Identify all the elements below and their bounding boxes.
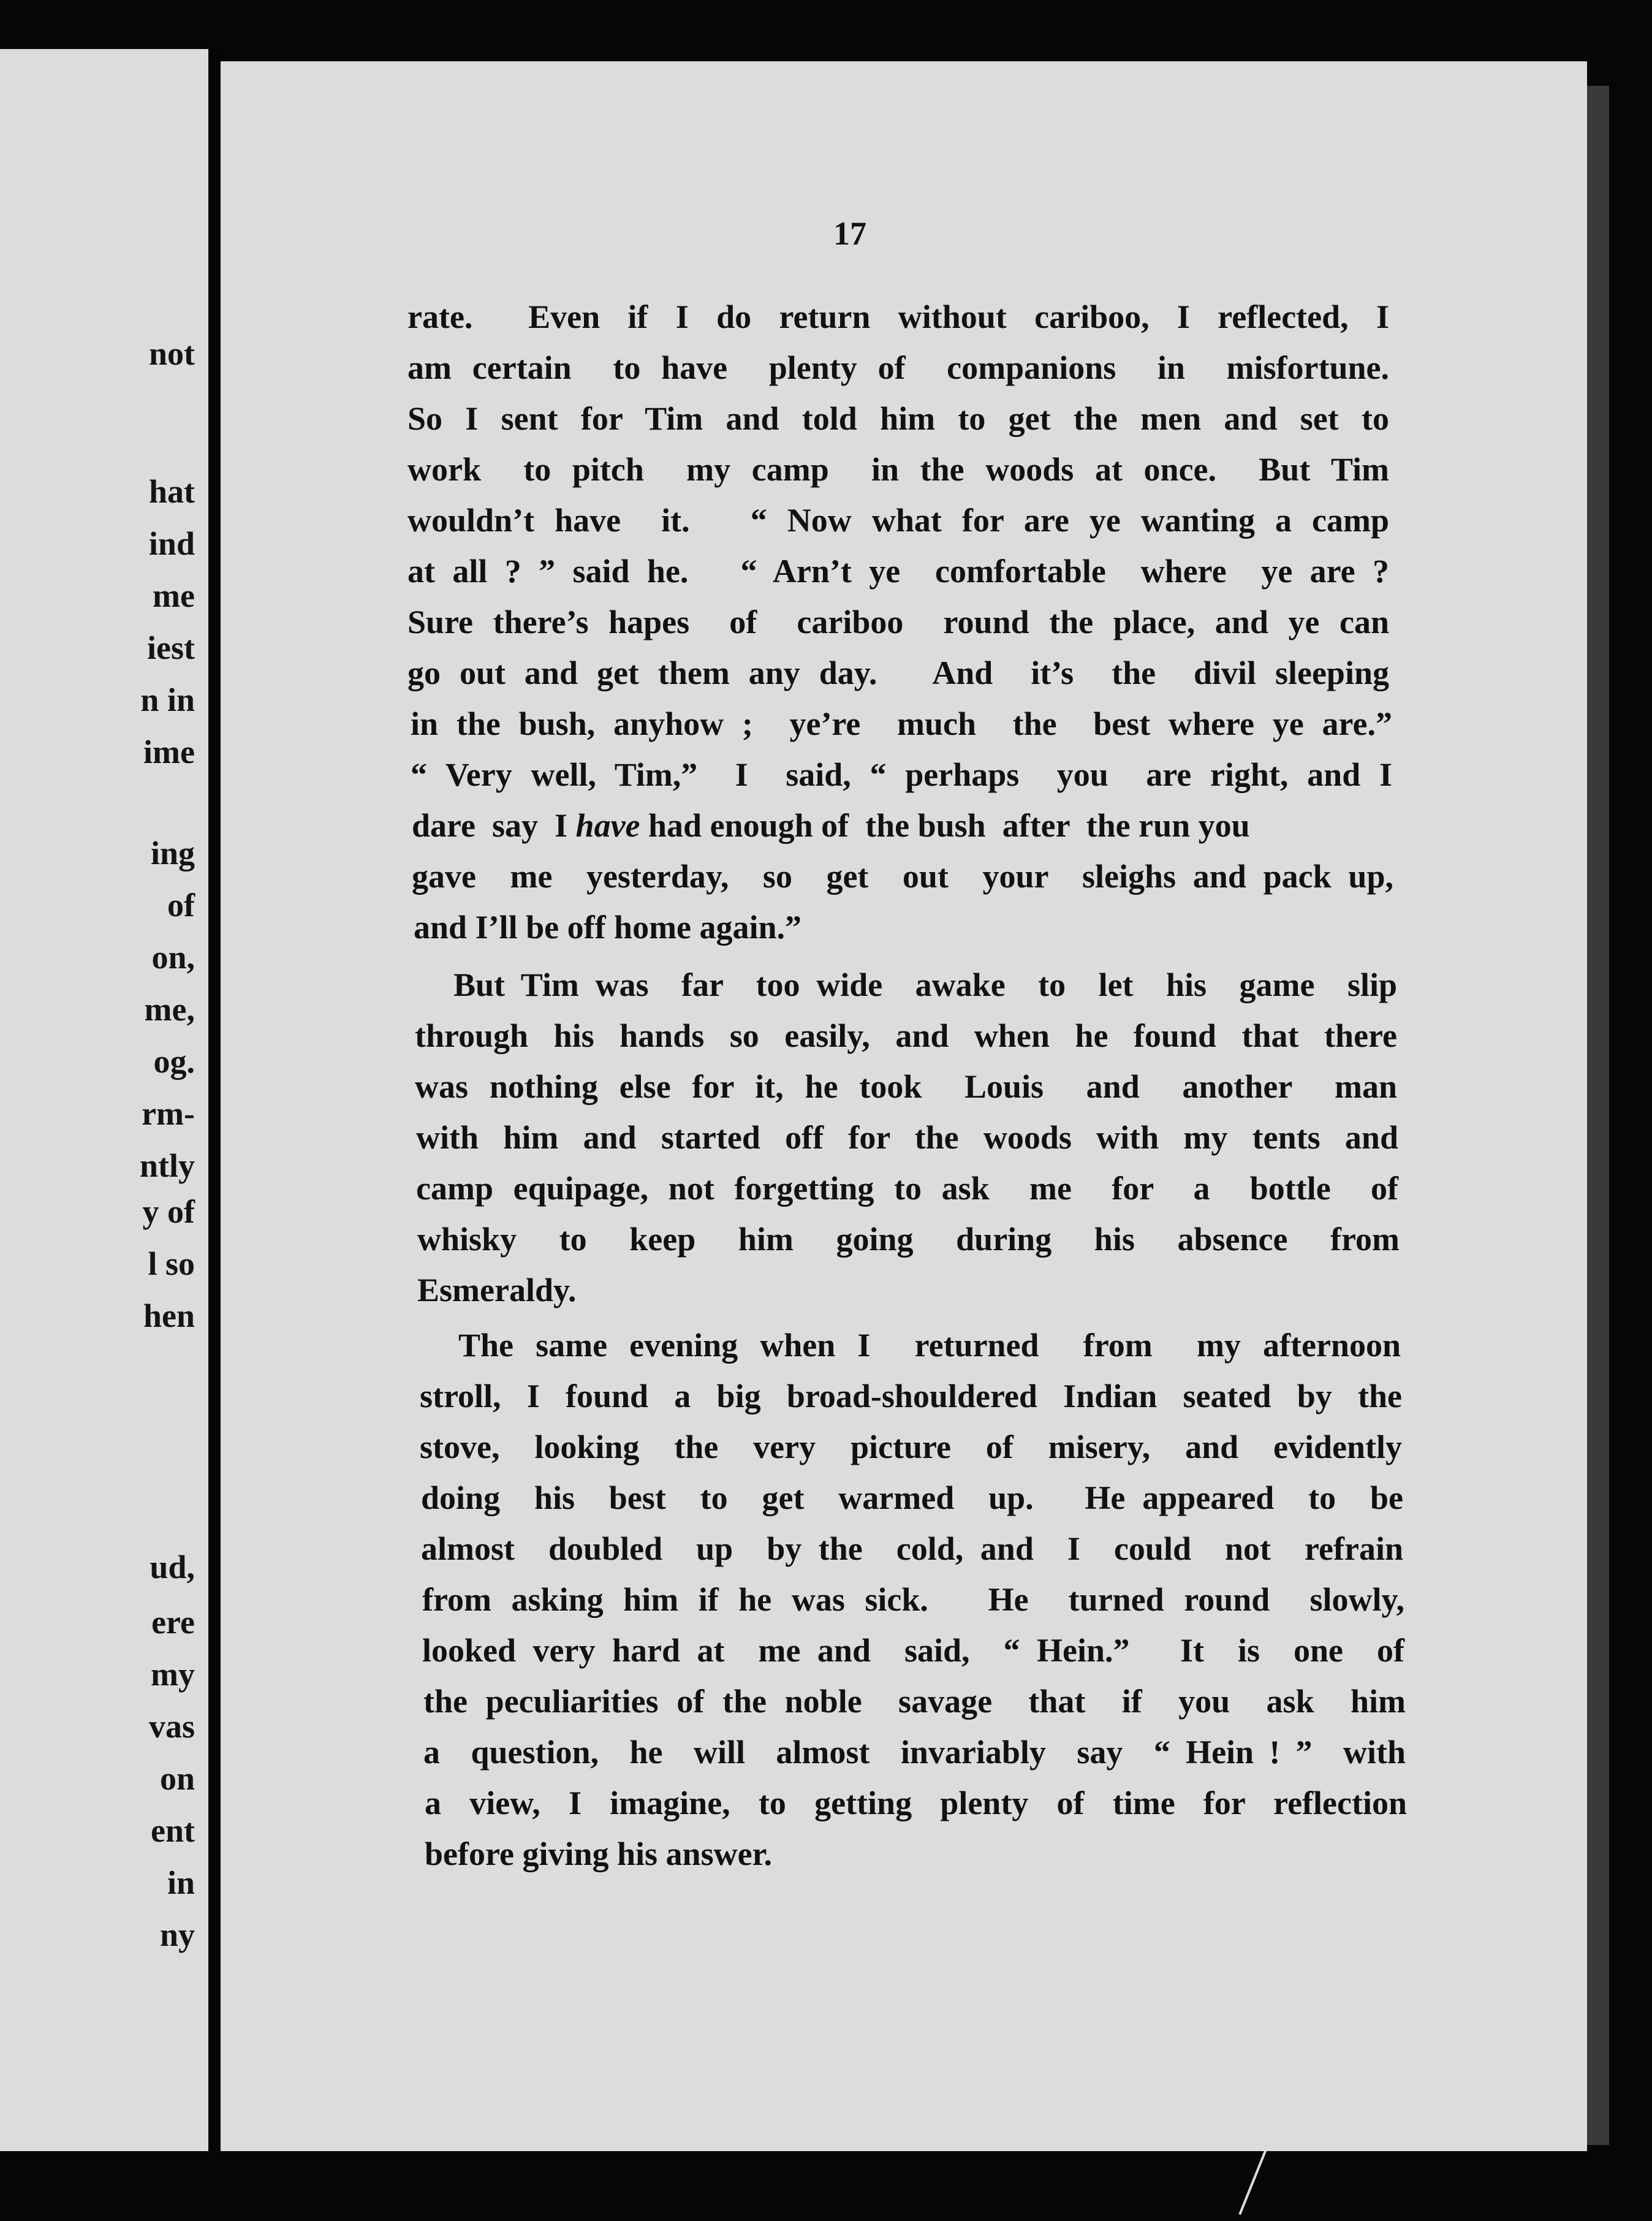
text-line: and I’ll be off home again.” [414, 909, 802, 946]
text-line: the peculiarities of the noble savage that if you ask him [423, 1683, 1406, 1720]
text-line: But Tim was far too wide awake to let his game slip [453, 966, 1397, 1003]
text-line: camp equipage, not forgetting to ask me for a bottle of [416, 1170, 1398, 1207]
text-line: stove, looking the very picture of misery, and evidently [420, 1429, 1402, 1465]
left-fragment: ind [148, 525, 195, 562]
left-fragment: on, [151, 939, 195, 976]
left-fragment: of [167, 887, 195, 924]
text-line [412, 809, 1393, 847]
text-line: almost doubled up by the cold, and I could not refrain [421, 1530, 1403, 1567]
text-line: with him and started off for the woods with my tents and [416, 1119, 1398, 1156]
text-line: stroll, I found a big broad-shouldered Indian seated by the [420, 1378, 1402, 1414]
left-fragment: my [151, 1656, 195, 1693]
text-line: in the bush, anyhow ; ye’re much the best where ye are.” [411, 705, 1392, 742]
left-fragment: me, [144, 991, 195, 1028]
text-line: am certain to have plenty of companions in misfortune. [407, 349, 1389, 386]
text-line: wouldn’t have it. “ Now what for are ye wanting a camp [407, 502, 1389, 539]
left-fragment: hen [143, 1297, 195, 1334]
text-line: was nothing else for it, he took Louis and another man [415, 1068, 1397, 1105]
left-fragment: in [167, 1864, 195, 1901]
text-line: go out and get them any day. And it’s the divil sleeping [407, 655, 1389, 691]
left-fragment: me [153, 577, 195, 614]
book-gutter [208, 49, 221, 2151]
left-fragment: n in [140, 681, 195, 718]
text-line: doing his best to get warmed up. He appeared to be [421, 1479, 1403, 1516]
left-fragment: iest [147, 629, 195, 666]
left-fragment: ud, [150, 1549, 195, 1585]
facing-page-fragment [0, 49, 208, 2151]
text-line: rate. Even if I do return without cariboo, I reflected, I [407, 298, 1389, 335]
left-fragment: y of [142, 1193, 195, 1230]
text-line: whisky to keep him going during his absence from [417, 1221, 1400, 1258]
left-fragment: not [148, 335, 195, 372]
text-line: work to pitch my camp in the woods at once. But Tim [407, 451, 1389, 488]
text-run: dare say I [412, 807, 568, 844]
left-fragment: ent [151, 1812, 195, 1849]
left-fragment: ntly [139, 1147, 195, 1184]
left-fragment: l so [148, 1245, 195, 1282]
left-fragment: og. [153, 1043, 195, 1080]
left-fragment: ere [151, 1604, 195, 1641]
text-line: a question, he will almost invariably say “ Hein ! ” with [423, 1734, 1406, 1771]
text-line: “ Very well, Tim,” I said, “ perhaps you are right, and I [411, 756, 1392, 793]
text-line: through his hands so easily, and when he found that there [415, 1017, 1397, 1054]
text-line: Sure there’s hapes of cariboo round the place, and ye can [407, 604, 1389, 640]
left-fragment: ny [159, 1916, 195, 1953]
text-line: Esmeraldy. [417, 1272, 577, 1308]
left-fragment: vas [148, 1708, 195, 1745]
italic-word: have [575, 807, 640, 844]
text-run: had enough of the bush after the run you [648, 807, 1250, 844]
text-line: at all ? ” said he. “ Arn’t ye comfortable where ye are ? [407, 553, 1389, 590]
text-line: before giving his answer. [425, 1836, 773, 1872]
text-line: gave me yesterday, so get out your sleighs and pack up, [412, 858, 1393, 895]
left-fragment: hat [148, 473, 195, 510]
left-fragment: ime [143, 734, 195, 770]
text-line: from asking him if he was sick. He turned round slowly, [422, 1581, 1404, 1618]
page-edge-shadow [1587, 86, 1609, 2145]
left-fragment: on [159, 1760, 195, 1797]
text-line: So I sent for Tim and told him to get the men and set to [407, 400, 1389, 437]
left-fragment: rm- [142, 1095, 195, 1132]
page-number: 17 [833, 215, 866, 252]
text-line: a view, I imagine, to getting plenty of time for reflection [425, 1785, 1407, 1821]
left-fragment: ing [150, 835, 195, 871]
text-line: looked very hard at me and said, “ Hein.” It is one of [422, 1632, 1404, 1669]
text-line: The same evening when I returned from my afternoon [458, 1327, 1401, 1364]
